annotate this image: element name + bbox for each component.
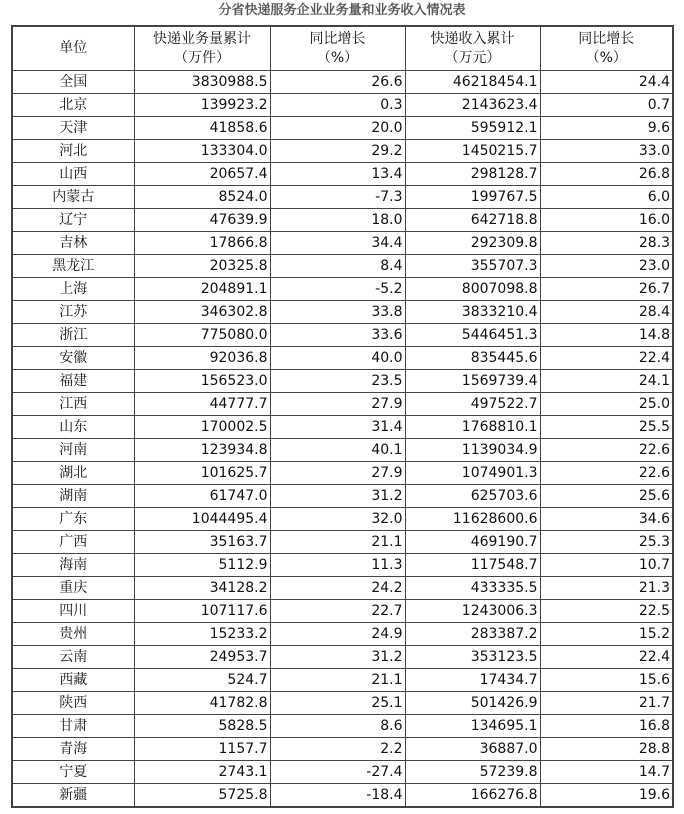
volume-growth-cell: 31.2 <box>270 646 405 669</box>
revenue-cell: 46218454.1 <box>405 71 540 94</box>
volume-growth-cell: 22.7 <box>270 600 405 623</box>
volume-cell: 2743.1 <box>134 761 270 784</box>
region-cell: 北京 <box>12 94 134 117</box>
table-row <box>12 186 673 209</box>
revenue-cell: 134695.1 <box>405 715 540 738</box>
region-cell: 安徽 <box>12 347 134 370</box>
volume-cell: 139923.2 <box>134 94 270 117</box>
volume-cell: 20657.4 <box>134 163 270 186</box>
region-cell: 内蒙古 <box>12 186 134 209</box>
volume-growth-cell: -27.4 <box>270 761 405 784</box>
table-row <box>12 623 673 646</box>
header-label: 同比增长 <box>578 30 635 47</box>
revenue-growth-cell: 22.5 <box>540 600 673 623</box>
revenue-growth-cell: 24.4 <box>540 71 673 94</box>
revenue-growth-cell: 25.3 <box>540 531 673 554</box>
volume-cell: 775080.0 <box>134 324 270 347</box>
table-row <box>12 462 673 485</box>
revenue-cell: 355707.3 <box>405 255 540 278</box>
header-revenue <box>405 26 540 71</box>
region-cell: 新疆 <box>12 784 134 808</box>
revenue-growth-cell: 22.6 <box>540 462 673 485</box>
region-cell: 上海 <box>12 278 134 301</box>
header-volume-growth <box>270 26 405 71</box>
table-body <box>12 71 673 808</box>
region-cell: 辽宁 <box>12 209 134 232</box>
volume-cell: 44777.7 <box>134 393 270 416</box>
header-unit: （%） <box>316 49 359 66</box>
revenue-cell: 642718.8 <box>405 209 540 232</box>
volume-growth-cell: -7.3 <box>270 186 405 209</box>
table-row <box>12 324 673 347</box>
revenue-cell: 17434.7 <box>405 669 540 692</box>
table-row <box>12 301 673 324</box>
table-row <box>12 784 673 808</box>
revenue-growth-cell: 16.8 <box>540 715 673 738</box>
volume-growth-cell: -5.2 <box>270 278 405 301</box>
revenue-cell: 5446451.3 <box>405 324 540 347</box>
volume-growth-cell: 20.0 <box>270 117 405 140</box>
revenue-growth-cell: 16.0 <box>540 209 673 232</box>
express-delivery-table <box>11 25 674 808</box>
revenue-growth-cell: 0.7 <box>540 94 673 117</box>
volume-cell: 123934.8 <box>134 439 270 462</box>
volume-growth-cell: 2.2 <box>270 738 405 761</box>
revenue-cell: 36887.0 <box>405 738 540 761</box>
revenue-growth-cell: 34.6 <box>540 508 673 531</box>
revenue-growth-cell: 24.1 <box>540 370 673 393</box>
table-title: 分省快递服务企业业务量和业务收入情况表 <box>218 3 466 18</box>
region-cell: 山东 <box>12 416 134 439</box>
volume-growth-cell: 18.0 <box>270 209 405 232</box>
volume-cell: 17866.8 <box>134 232 270 255</box>
region-cell: 西藏 <box>12 669 134 692</box>
volume-growth-cell: 8.6 <box>270 715 405 738</box>
revenue-cell: 2143623.4 <box>405 94 540 117</box>
revenue-growth-cell: 26.8 <box>540 163 673 186</box>
table-row <box>12 71 673 94</box>
table-row <box>12 140 673 163</box>
header-label: 同比增长 <box>309 30 366 47</box>
region-cell: 黑龙江 <box>12 255 134 278</box>
volume-growth-cell: 26.6 <box>270 71 405 94</box>
revenue-cell: 1139034.9 <box>405 439 540 462</box>
volume-cell: 101625.7 <box>134 462 270 485</box>
volume-cell: 5828.5 <box>134 715 270 738</box>
revenue-growth-cell: 9.6 <box>540 117 673 140</box>
revenue-cell: 11628600.6 <box>405 508 540 531</box>
table-row <box>12 761 673 784</box>
volume-cell: 34128.2 <box>134 577 270 600</box>
region-cell: 广东 <box>12 508 134 531</box>
revenue-growth-cell: 25.6 <box>540 485 673 508</box>
volume-cell: 5112.9 <box>134 554 270 577</box>
revenue-cell: 8007098.8 <box>405 278 540 301</box>
table-row <box>12 255 673 278</box>
volume-growth-cell: 11.3 <box>270 554 405 577</box>
table-row <box>12 715 673 738</box>
table-row <box>12 94 673 117</box>
volume-growth-cell: 33.8 <box>270 301 405 324</box>
table-header <box>12 26 673 71</box>
region-cell: 浙江 <box>12 324 134 347</box>
volume-growth-cell: 8.4 <box>270 255 405 278</box>
volume-growth-cell: 21.1 <box>270 531 405 554</box>
revenue-growth-cell: 15.6 <box>540 669 673 692</box>
table-row <box>12 347 673 370</box>
volume-cell: 524.7 <box>134 669 270 692</box>
table-row <box>12 738 673 761</box>
region-cell: 天津 <box>12 117 134 140</box>
revenue-growth-cell: 26.7 <box>540 278 673 301</box>
table-row <box>12 646 673 669</box>
revenue-cell: 1768810.1 <box>405 416 540 439</box>
revenue-growth-cell: 14.8 <box>540 324 673 347</box>
volume-cell: 92036.8 <box>134 347 270 370</box>
volume-cell: 61747.0 <box>134 485 270 508</box>
volume-cell: 15233.2 <box>134 623 270 646</box>
header-unit: （万元） <box>444 49 501 66</box>
revenue-cell: 501426.9 <box>405 692 540 715</box>
table-row <box>12 692 673 715</box>
revenue-cell: 1450215.7 <box>405 140 540 163</box>
volume-growth-cell: 27.9 <box>270 393 405 416</box>
region-cell: 江西 <box>12 393 134 416</box>
region-cell: 宁夏 <box>12 761 134 784</box>
revenue-cell: 3833210.4 <box>405 301 540 324</box>
table-row <box>12 370 673 393</box>
table-row <box>12 209 673 232</box>
revenue-cell: 835445.6 <box>405 347 540 370</box>
volume-cell: 204891.1 <box>134 278 270 301</box>
header-label: 快递收入累计 <box>430 30 515 47</box>
table-row <box>12 117 673 140</box>
header-volume <box>134 26 270 71</box>
region-cell: 贵州 <box>12 623 134 646</box>
region-cell: 河南 <box>12 439 134 462</box>
header-row <box>12 26 673 71</box>
volume-growth-cell: 33.6 <box>270 324 405 347</box>
volume-cell: 35163.7 <box>134 531 270 554</box>
table-row <box>12 554 673 577</box>
volume-cell: 3830988.5 <box>134 71 270 94</box>
table-row <box>12 232 673 255</box>
revenue-cell: 199767.5 <box>405 186 540 209</box>
table-row <box>12 393 673 416</box>
volume-growth-cell: 29.2 <box>270 140 405 163</box>
revenue-growth-cell: 25.0 <box>540 393 673 416</box>
volume-growth-cell: 25.1 <box>270 692 405 715</box>
region-cell: 陕西 <box>12 692 134 715</box>
revenue-growth-cell: 6.0 <box>540 186 673 209</box>
volume-cell: 24953.7 <box>134 646 270 669</box>
revenue-growth-cell: 21.7 <box>540 692 673 715</box>
revenue-cell: 497522.7 <box>405 393 540 416</box>
region-cell: 河北 <box>12 140 134 163</box>
table-row <box>12 600 673 623</box>
region-cell: 四川 <box>12 600 134 623</box>
region-cell: 福建 <box>12 370 134 393</box>
region-cell: 全国 <box>12 71 134 94</box>
volume-growth-cell: 0.3 <box>270 94 405 117</box>
table-row <box>12 508 673 531</box>
revenue-growth-cell: 28.3 <box>540 232 673 255</box>
volume-growth-cell: 13.4 <box>270 163 405 186</box>
revenue-growth-cell: 28.4 <box>540 301 673 324</box>
table-row <box>12 278 673 301</box>
volume-cell: 41858.6 <box>134 117 270 140</box>
revenue-cell: 166276.8 <box>405 784 540 808</box>
volume-growth-cell: 31.2 <box>270 485 405 508</box>
volume-growth-cell: 31.4 <box>270 416 405 439</box>
header-label: 单位 <box>59 40 88 56</box>
region-cell: 湖南 <box>12 485 134 508</box>
revenue-growth-cell: 23.0 <box>540 255 673 278</box>
volume-cell: 346302.8 <box>134 301 270 324</box>
table-row <box>12 416 673 439</box>
volume-growth-cell: 40.0 <box>270 347 405 370</box>
revenue-growth-cell: 28.8 <box>540 738 673 761</box>
revenue-cell: 283387.2 <box>405 623 540 646</box>
revenue-cell: 353123.5 <box>405 646 540 669</box>
region-cell: 甘肃 <box>12 715 134 738</box>
volume-growth-cell: 23.5 <box>270 370 405 393</box>
volume-growth-cell: 21.1 <box>270 669 405 692</box>
revenue-growth-cell: 14.7 <box>540 761 673 784</box>
revenue-growth-cell: 15.2 <box>540 623 673 646</box>
volume-growth-cell: 27.9 <box>270 462 405 485</box>
volume-cell: 1157.7 <box>134 738 270 761</box>
revenue-growth-cell: 10.7 <box>540 554 673 577</box>
revenue-cell: 1569739.4 <box>405 370 540 393</box>
table-row <box>12 163 673 186</box>
region-cell: 云南 <box>12 646 134 669</box>
volume-growth-cell: -18.4 <box>270 784 405 808</box>
revenue-growth-cell: 19.6 <box>540 784 673 808</box>
region-cell: 江苏 <box>12 301 134 324</box>
table-row <box>12 531 673 554</box>
volume-growth-cell: 34.4 <box>270 232 405 255</box>
volume-cell: 5725.8 <box>134 784 270 808</box>
revenue-growth-cell: 33.0 <box>540 140 673 163</box>
region-cell: 湖北 <box>12 462 134 485</box>
revenue-growth-cell: 21.3 <box>540 577 673 600</box>
table-row <box>12 669 673 692</box>
revenue-cell: 625703.6 <box>405 485 540 508</box>
region-cell: 重庆 <box>12 577 134 600</box>
revenue-cell: 298128.7 <box>405 163 540 186</box>
revenue-cell: 595912.1 <box>405 117 540 140</box>
header-unit: （万件） <box>174 49 230 66</box>
volume-growth-cell: 40.1 <box>270 439 405 462</box>
volume-growth-cell: 24.2 <box>270 577 405 600</box>
volume-cell: 107117.6 <box>134 600 270 623</box>
volume-cell: 133304.0 <box>134 140 270 163</box>
table-row <box>12 439 673 462</box>
volume-cell: 1044495.4 <box>134 508 270 531</box>
volume-cell: 20325.8 <box>134 255 270 278</box>
volume-cell: 47639.9 <box>134 209 270 232</box>
revenue-cell: 433335.5 <box>405 577 540 600</box>
region-cell: 广西 <box>12 531 134 554</box>
region-cell: 山西 <box>12 163 134 186</box>
revenue-growth-cell: 22.6 <box>540 439 673 462</box>
volume-cell: 8524.0 <box>134 186 270 209</box>
revenue-growth-cell: 22.4 <box>540 646 673 669</box>
revenue-cell: 469190.7 <box>405 531 540 554</box>
revenue-cell: 292309.8 <box>405 232 540 255</box>
region-cell: 吉林 <box>12 232 134 255</box>
region-cell: 海南 <box>12 554 134 577</box>
revenue-cell: 1243006.3 <box>405 600 540 623</box>
header-region <box>12 26 134 71</box>
volume-cell: 156523.0 <box>134 370 270 393</box>
revenue-cell: 117548.7 <box>405 554 540 577</box>
header-revenue-growth <box>540 26 673 71</box>
table-row <box>12 485 673 508</box>
revenue-growth-cell: 25.5 <box>540 416 673 439</box>
revenue-cell: 1074901.3 <box>405 462 540 485</box>
volume-growth-cell: 24.9 <box>270 623 405 646</box>
table-row <box>12 577 673 600</box>
header-label: 快递业务量累计 <box>153 30 251 47</box>
revenue-growth-cell: 22.4 <box>540 347 673 370</box>
region-cell: 青海 <box>12 738 134 761</box>
volume-cell: 41782.8 <box>134 692 270 715</box>
revenue-cell: 57239.8 <box>405 761 540 784</box>
volume-cell: 170002.5 <box>134 416 270 439</box>
header-unit: （%） <box>585 49 627 66</box>
volume-growth-cell: 32.0 <box>270 508 405 531</box>
